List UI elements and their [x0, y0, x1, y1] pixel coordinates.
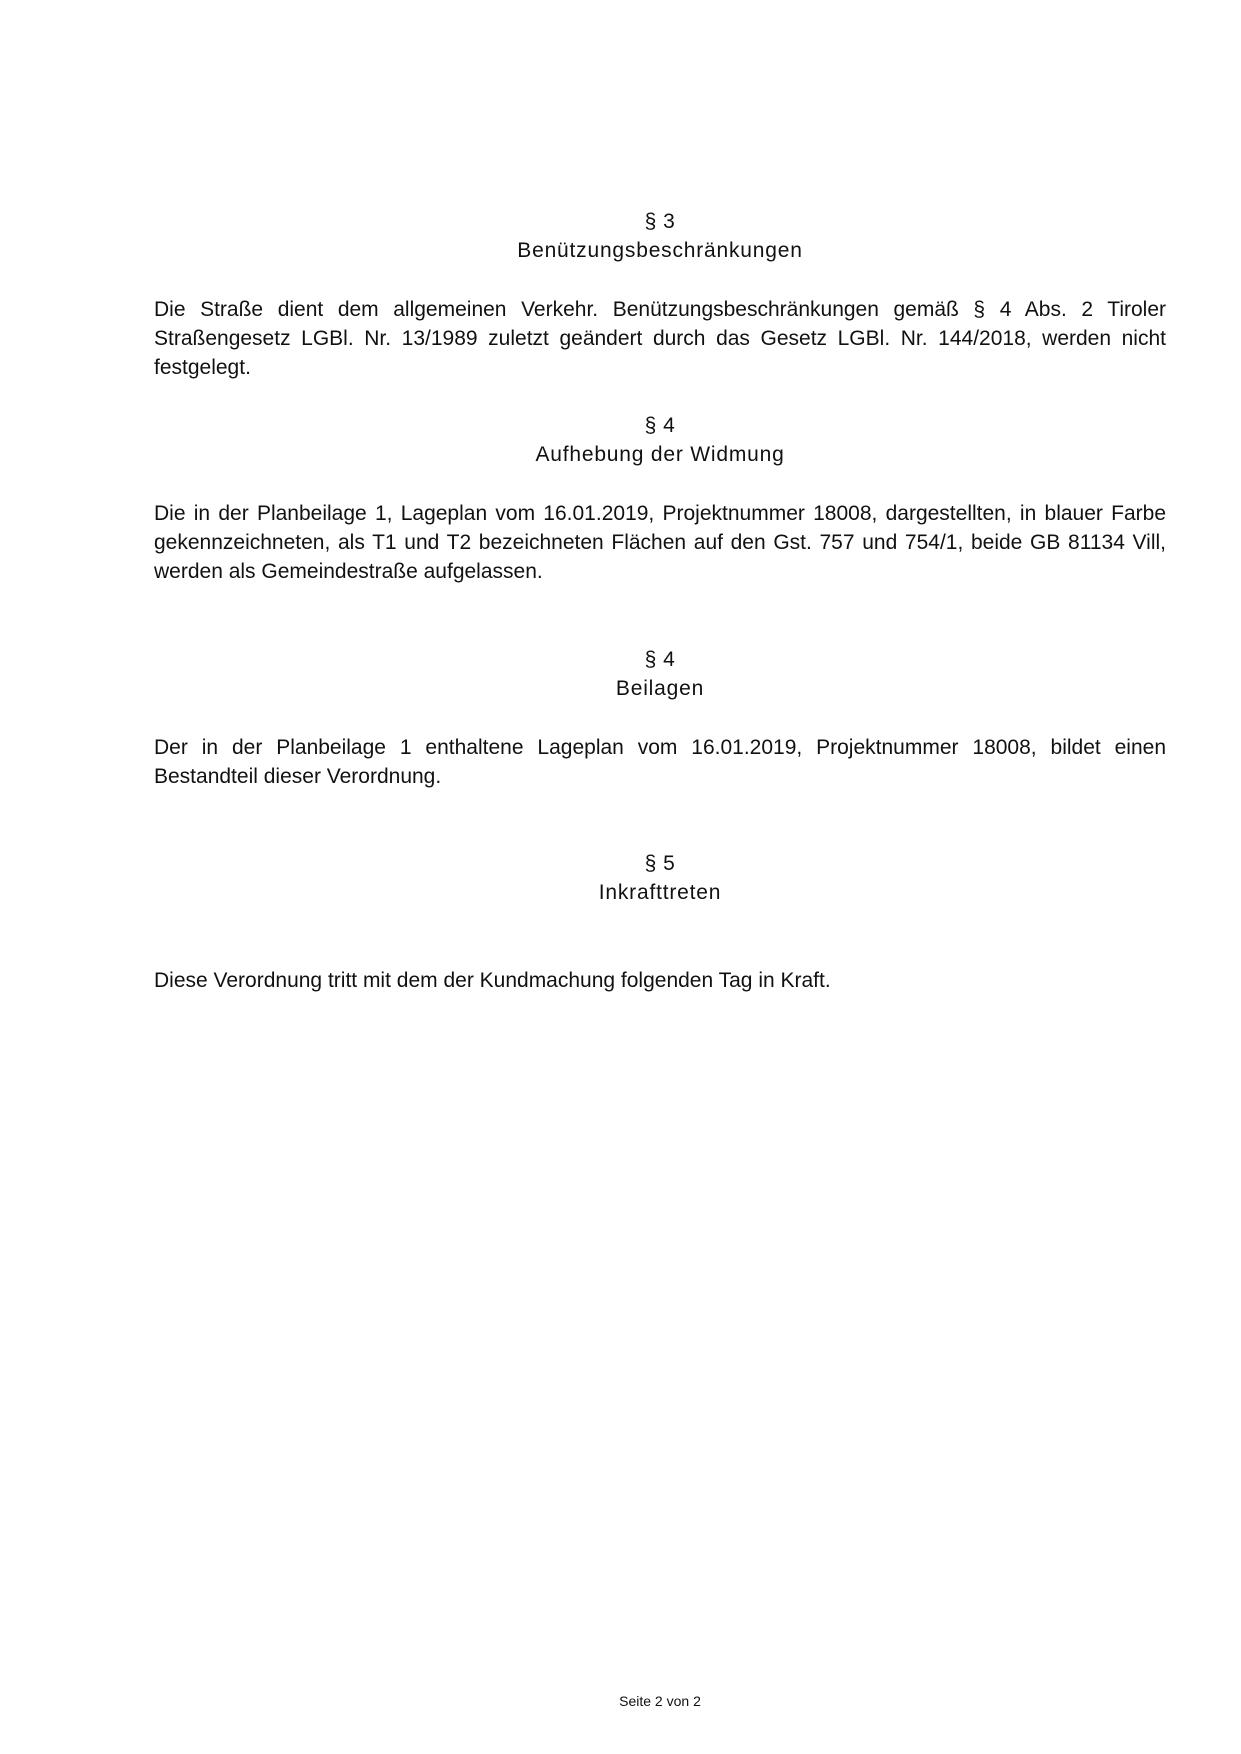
section-title: Benützungsbeschränkungen — [517, 239, 803, 262]
section-title: Inkrafttreten — [598, 881, 722, 904]
section-number: § 5 — [644, 852, 676, 875]
section-paragraph: Die Straße dient dem allgemeinen Verkehr. Benützungsbeschränkungen gemäß § 4 Abs. 2 Tiroler Straßengesetz LGBl. Nr. 13/1989 zuletzt geändert durch das Gesetz LGBl. Nr. 144/2018, werden nicht festgelegt. — [154, 298, 1166, 379]
section-paragraph: Der in der Planbeilage 1 enthaltene Lageplan vom 16.01.2019, Projektnummer 18008, bildet einen Bestandteil dieser Verordnung. — [154, 736, 1166, 788]
section-title: Aufhebung der Widmung — [535, 443, 785, 466]
section-number: § 4 — [644, 414, 676, 437]
section-title: Beilagen — [615, 677, 705, 700]
section-paragraph: Diese Verordnung tritt mit dem der Kundmachung folgenden Tag in Kraft. — [154, 969, 831, 992]
page-number-footer: Seite 2 von 2 — [619, 1693, 701, 1709]
section-paragraph: Die in der Planbeilage 1, Lageplan vom 16.01.2019, Projektnummer 18008, dargestellten, in blauer Farbe gekennzeichneten, als T1 und T2 bezeichneten Flächen auf den Gst. 757 und 754/1, beide GB 81134 Vill, werden als Gemeindestraße aufgelassen. — [154, 502, 1166, 583]
section-number: § 3 — [644, 210, 676, 233]
section-number: § 4 — [644, 648, 676, 671]
